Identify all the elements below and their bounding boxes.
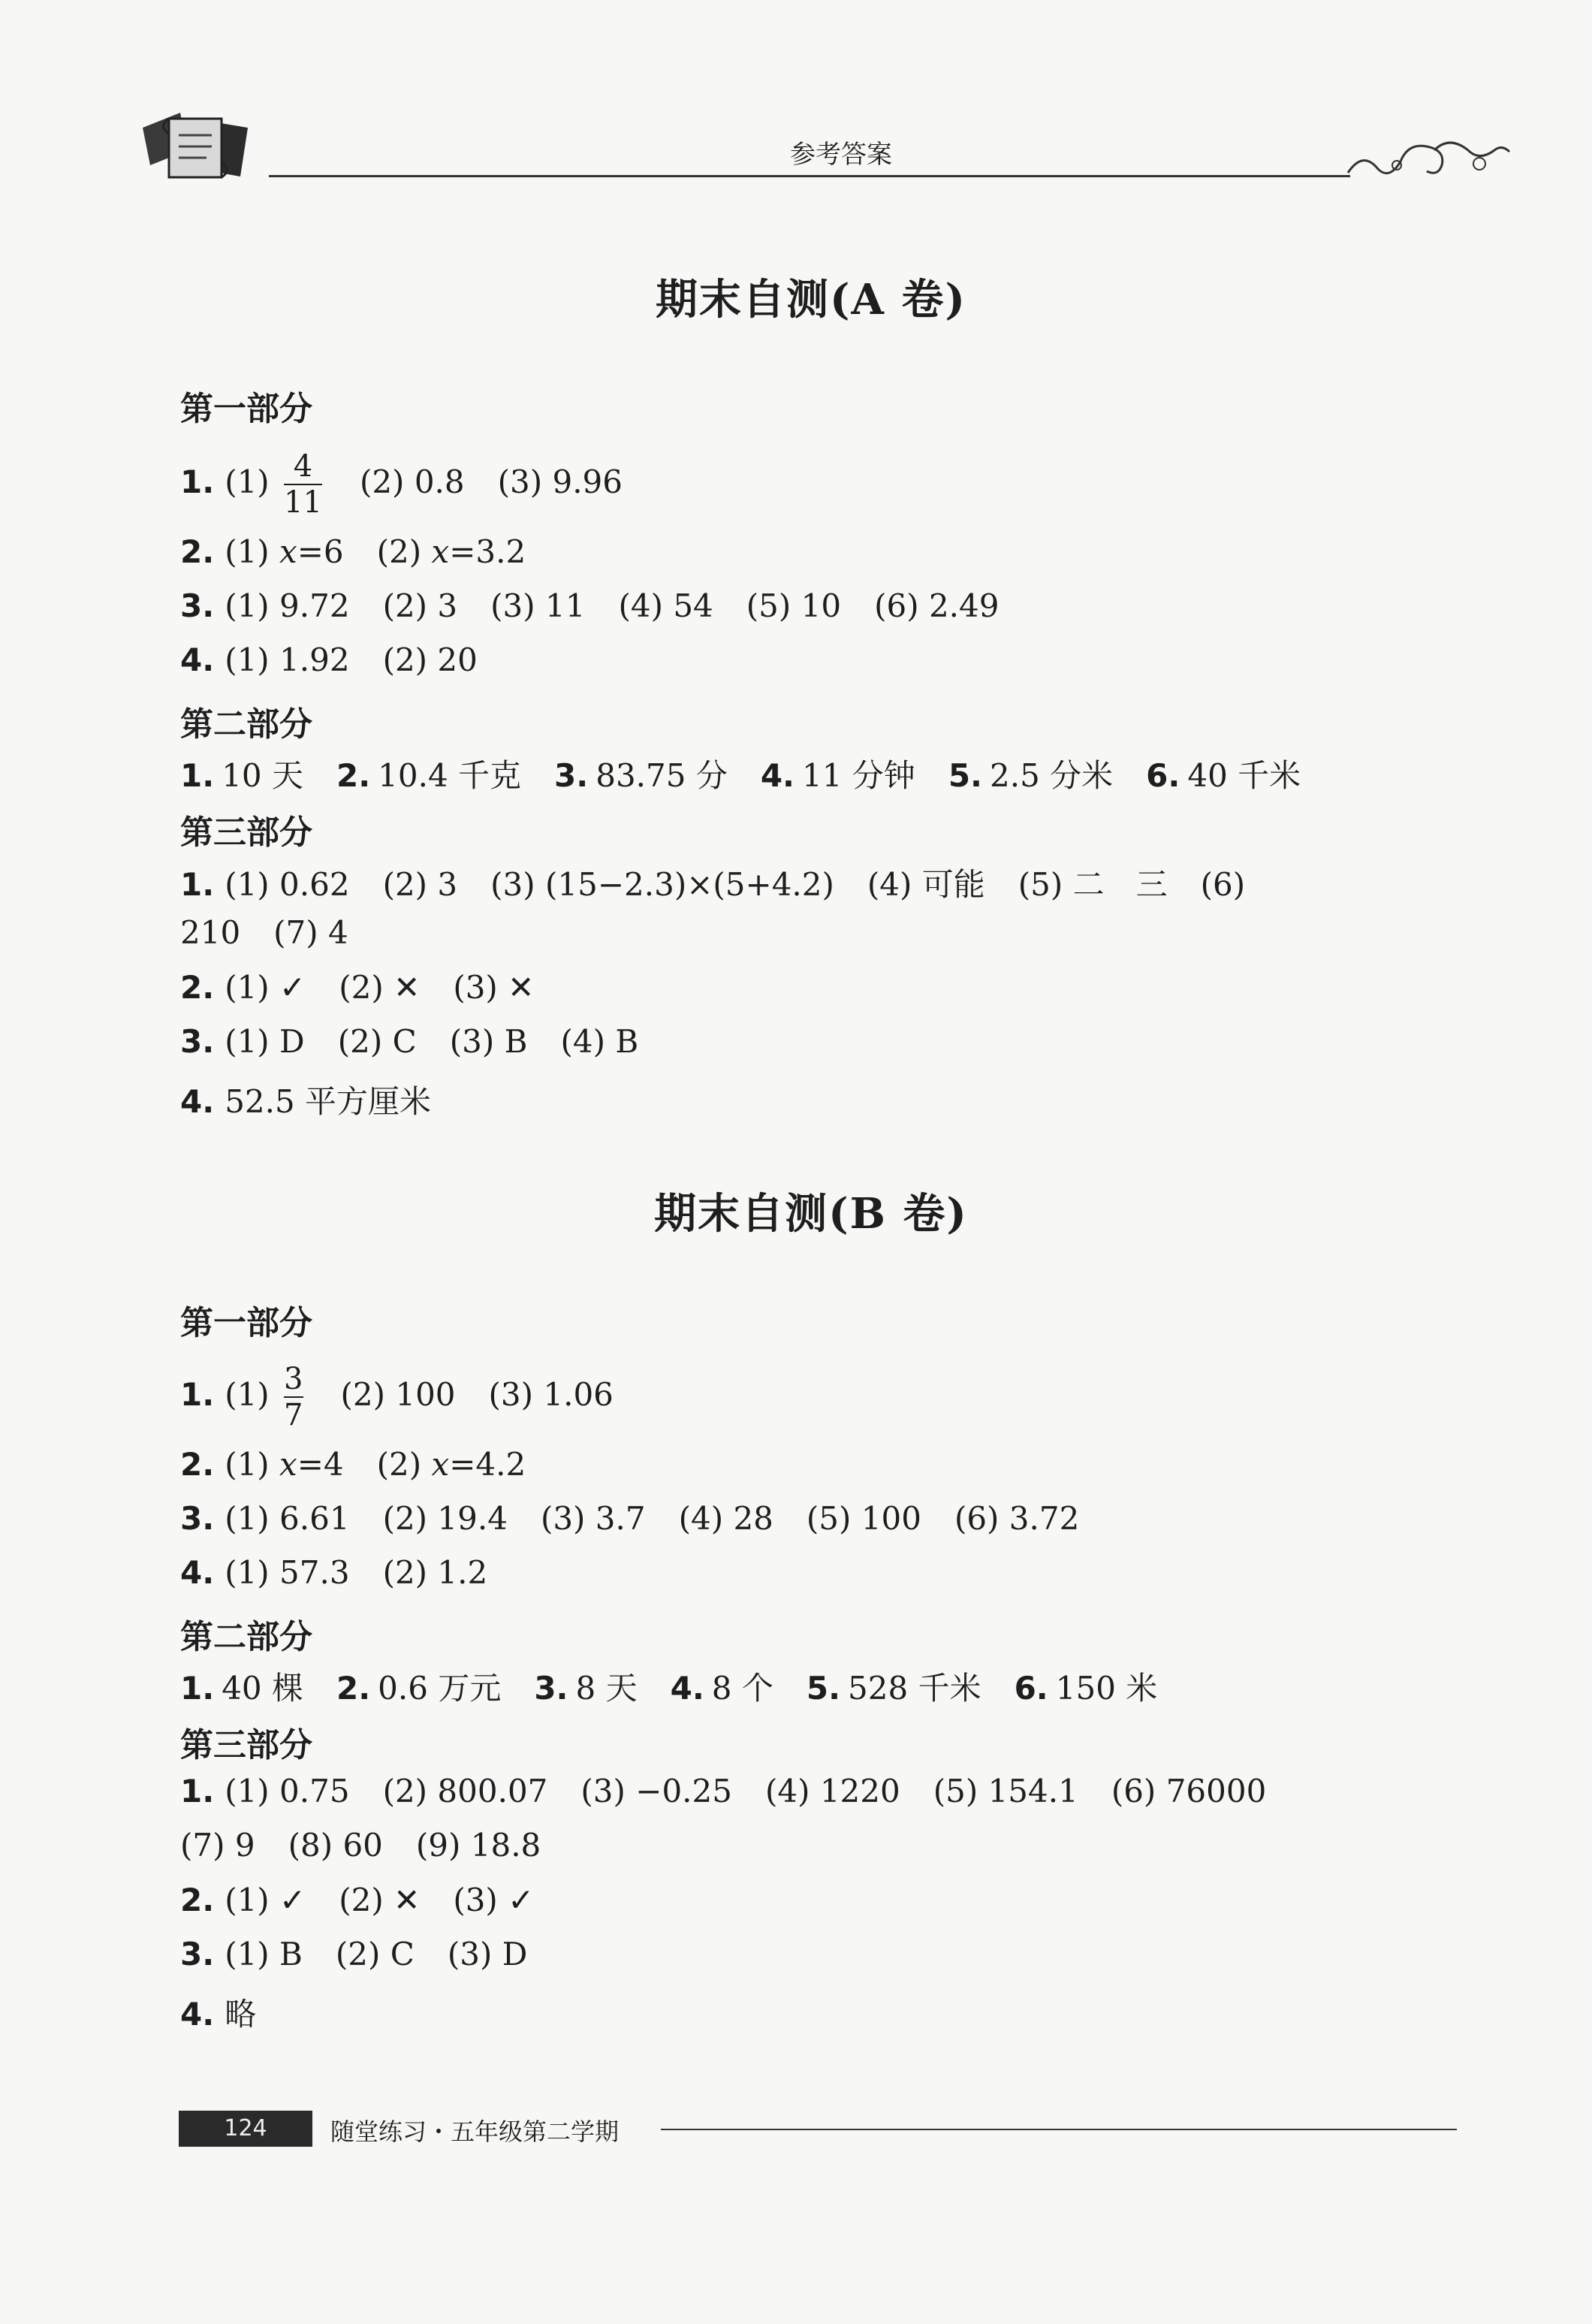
part-heading: 第三部分 bbox=[180, 1726, 312, 1764]
answer-value: 3.72 bbox=[1009, 1500, 1080, 1537]
answer-value: 0.75 bbox=[279, 1773, 350, 1809]
answer-line bbox=[180, 1077, 431, 1122]
sub-question-tag: (2) bbox=[382, 1554, 428, 1591]
sub-question-tag: (1) bbox=[225, 969, 270, 1006]
question-number: 4. bbox=[180, 1554, 215, 1591]
answer-line bbox=[180, 751, 1301, 796]
section-title-a: 期末自测(A 卷) bbox=[656, 275, 966, 324]
fraction bbox=[284, 1363, 303, 1431]
answer-item bbox=[807, 1670, 981, 1707]
question-number: 3. bbox=[180, 1023, 215, 1060]
answer-value: 19.4 bbox=[437, 1500, 508, 1537]
answer-line bbox=[180, 1023, 638, 1060]
sub-question-tag: (2) bbox=[382, 1500, 428, 1537]
sub-question-tag: (6) bbox=[1111, 1773, 1156, 1809]
answer-value: 0.62 bbox=[279, 866, 350, 903]
answer-value: 9 bbox=[234, 1827, 255, 1864]
answer-item bbox=[225, 1083, 431, 1120]
answer-value: 2.49 bbox=[928, 587, 1000, 624]
answer-item bbox=[1111, 1773, 1266, 1809]
answer-value: 150 米 bbox=[1055, 1670, 1158, 1707]
answer-item bbox=[618, 587, 713, 624]
fraction-denominator: 11 bbox=[284, 485, 322, 520]
sub-question-tag: (3) bbox=[453, 969, 498, 1006]
answer-item bbox=[180, 1827, 255, 1864]
sub-question-tag: (1) bbox=[225, 641, 270, 678]
sub-question-tag: (1) bbox=[225, 1773, 270, 1809]
header-label: 参考答案 bbox=[790, 140, 892, 170]
sub-question-tag: (2) bbox=[359, 463, 405, 500]
flourish-ornament-icon bbox=[1344, 135, 1517, 188]
question-number: 4. bbox=[670, 1670, 704, 1707]
answer-item bbox=[679, 1500, 773, 1537]
answer-value: 略 bbox=[225, 1996, 257, 2033]
sub-question-tag: (2) bbox=[335, 1936, 381, 1972]
answer-item bbox=[580, 1773, 732, 1809]
answer-item bbox=[225, 1554, 349, 1591]
sub-question-tag: (3) bbox=[497, 463, 543, 500]
answer-item bbox=[383, 866, 458, 903]
answer-item bbox=[1015, 1670, 1158, 1707]
answer-value: D bbox=[279, 1023, 305, 1060]
answer-line bbox=[180, 1664, 1157, 1709]
sub-question-tag: (3) bbox=[540, 1500, 586, 1537]
part-heading: 第二部分 bbox=[180, 705, 312, 744]
answer-value: −0.25 bbox=[635, 1773, 732, 1809]
sub-question-tag: (1) bbox=[225, 533, 270, 570]
sub-question-tag: (4) bbox=[678, 1500, 724, 1537]
question-number: 3. bbox=[180, 1500, 215, 1537]
answer-value: 10 bbox=[801, 587, 842, 624]
answer-item bbox=[339, 1882, 420, 1918]
answer-item bbox=[225, 1996, 256, 2033]
answer-value: 52.5 平方厘米 bbox=[225, 1083, 432, 1120]
answer-value: 18.8 bbox=[470, 1827, 541, 1864]
answer-item bbox=[225, 641, 349, 678]
answer-item bbox=[450, 1023, 528, 1060]
answer-item bbox=[383, 587, 458, 624]
question-number: 2. bbox=[336, 1670, 371, 1707]
answer-line bbox=[180, 1446, 526, 1483]
answer-value: 0.6 万元 bbox=[378, 1670, 502, 1707]
answer-item bbox=[1018, 866, 1168, 903]
answer-item bbox=[338, 1023, 417, 1060]
answer-line bbox=[180, 587, 999, 624]
part-heading: 第二部分 bbox=[180, 1618, 312, 1656]
sub-question-tag: (2) bbox=[376, 1446, 422, 1483]
question-number: 2. bbox=[336, 757, 371, 794]
sub-question-tag: (2) bbox=[339, 969, 384, 1006]
answer-value: ✓ bbox=[508, 1882, 535, 1918]
question-number: 2. bbox=[180, 533, 215, 570]
answer-item bbox=[490, 587, 585, 624]
answer-value: 154.1 bbox=[987, 1773, 1078, 1809]
answer-value: 40 千米 bbox=[1187, 757, 1301, 794]
answer-value: 二 三 bbox=[1072, 866, 1168, 903]
answer-item bbox=[288, 1827, 383, 1864]
sub-question-tag: (3) bbox=[580, 1773, 626, 1809]
answer-item bbox=[948, 757, 1113, 794]
answer-value: 10 天 bbox=[222, 757, 303, 794]
answer-value: 0.8 bbox=[414, 463, 465, 500]
question-number: 1. bbox=[180, 1376, 215, 1413]
answer-item bbox=[225, 1500, 349, 1537]
answer-line bbox=[180, 1936, 527, 1972]
answer-value: ✕ bbox=[393, 969, 421, 1006]
answer-value: 28 bbox=[733, 1500, 773, 1537]
question-number: 4. bbox=[180, 641, 215, 678]
question-number: 1. bbox=[180, 866, 215, 903]
answer-value: 3.7 bbox=[595, 1500, 646, 1537]
answer-item bbox=[360, 463, 465, 500]
answer-value: C bbox=[390, 1936, 415, 1972]
fraction-denominator: 7 bbox=[284, 1398, 303, 1432]
question-number: 2. bbox=[180, 1882, 215, 1918]
answer-item bbox=[377, 533, 526, 570]
sub-question-tag: (2) bbox=[337, 1023, 383, 1060]
answer-item bbox=[225, 969, 306, 1006]
sub-question-tag: (1) bbox=[225, 1554, 270, 1591]
question-number: 1. bbox=[180, 1773, 215, 1809]
answer-value: 83.75 分 bbox=[595, 757, 728, 794]
answer-value: 54 bbox=[673, 587, 713, 624]
answer-value: 60 bbox=[342, 1827, 383, 1864]
sub-question-tag: (5) bbox=[933, 1773, 978, 1809]
answer-item bbox=[225, 1362, 307, 1432]
sub-question-tag: (6) bbox=[954, 1500, 1000, 1537]
answer-line bbox=[180, 1363, 614, 1431]
sub-question-tag: (1) bbox=[225, 1936, 270, 1972]
question-number: 4. bbox=[180, 1996, 215, 2033]
answer-item bbox=[448, 1936, 528, 1972]
answer-item bbox=[1201, 866, 1246, 903]
answer-item bbox=[761, 757, 915, 794]
answer-item bbox=[225, 866, 349, 903]
variable: x bbox=[431, 1446, 450, 1483]
answer-item bbox=[273, 914, 348, 951]
question-number: 6. bbox=[1014, 1670, 1048, 1707]
answer-value: ✓ bbox=[279, 1882, 306, 1918]
sub-question-tag: (2) bbox=[340, 1376, 385, 1413]
answer-item bbox=[225, 533, 343, 570]
answer-value: (15−2.3)×(5+4.2) bbox=[545, 866, 834, 903]
answer-item bbox=[225, 1773, 349, 1809]
answer-value: 40 棵 bbox=[222, 1670, 303, 1707]
fraction bbox=[284, 451, 322, 518]
sub-question-tag: (2) bbox=[376, 533, 422, 570]
question-number: 6. bbox=[1146, 757, 1180, 794]
answer-value: 528 千米 bbox=[848, 1670, 981, 1707]
sub-question-tag: (4) bbox=[618, 587, 663, 624]
answer-value: 8 天 bbox=[575, 1670, 638, 1707]
answer-line bbox=[180, 1554, 487, 1591]
footer-rule bbox=[661, 2129, 1457, 2130]
variable: x bbox=[279, 1446, 297, 1483]
answer-item bbox=[225, 1936, 303, 1972]
answer-value: B bbox=[615, 1023, 639, 1060]
answer-item bbox=[225, 1023, 305, 1060]
sub-question-tag: (5) bbox=[746, 587, 791, 624]
sub-question-tag: (1) bbox=[225, 1446, 270, 1483]
answer-item bbox=[560, 1023, 638, 1060]
answer-value: 3 bbox=[437, 866, 458, 903]
answer-value: D bbox=[502, 1936, 528, 1972]
answer-value: =4.2 bbox=[449, 1446, 526, 1483]
question-number: 4. bbox=[180, 1083, 215, 1120]
answer-item bbox=[534, 1670, 637, 1707]
answer-value: =3.2 bbox=[449, 533, 526, 570]
sub-question-tag: (1) bbox=[225, 587, 270, 624]
question-number: 5. bbox=[806, 1670, 841, 1707]
answer-item bbox=[225, 1882, 306, 1918]
answer-value: 9.96 bbox=[552, 463, 623, 500]
answer-value: 11 分钟 bbox=[802, 757, 915, 794]
sub-question-tag: (2) bbox=[382, 1773, 428, 1809]
answer-line bbox=[180, 1990, 256, 2035]
answer-value: 1220 bbox=[819, 1773, 900, 1809]
answer-item bbox=[453, 1882, 534, 1918]
question-number: 1. bbox=[180, 463, 215, 500]
answer-item bbox=[180, 914, 240, 951]
answer-value: 1.06 bbox=[543, 1376, 614, 1413]
answer-value: 10.4 千克 bbox=[378, 757, 522, 794]
answer-item bbox=[867, 866, 985, 903]
answer-value: 1.92 bbox=[279, 641, 350, 678]
book-title: 随堂练习・五年级第二学期 bbox=[330, 2117, 620, 2146]
answer-item bbox=[489, 1376, 614, 1413]
sub-question-tag: (4) bbox=[867, 866, 912, 903]
answer-value: 100 bbox=[395, 1376, 456, 1413]
sub-question-tag: (7) bbox=[180, 1827, 225, 1864]
answer-item bbox=[180, 757, 303, 794]
answer-line bbox=[180, 1882, 534, 1918]
part-heading: 第一部分 bbox=[180, 390, 312, 428]
sub-question-tag: (3) bbox=[453, 1882, 498, 1918]
answer-item bbox=[377, 1446, 526, 1483]
sub-question-tag: (1) bbox=[225, 1376, 270, 1413]
answer-item bbox=[225, 587, 349, 624]
answer-value: 100 bbox=[861, 1500, 921, 1537]
sub-question-tag: (4) bbox=[764, 1773, 810, 1809]
answer-item bbox=[383, 641, 478, 678]
answer-item bbox=[336, 1670, 501, 1707]
answer-line bbox=[180, 1500, 1079, 1537]
answer-item bbox=[541, 1500, 646, 1537]
answer-value: B bbox=[279, 1936, 303, 1972]
sub-question-tag: (2) bbox=[382, 866, 428, 903]
answer-line bbox=[180, 1827, 541, 1864]
sub-question-tag: (2) bbox=[382, 641, 428, 678]
answer-value: ✓ bbox=[279, 969, 306, 1006]
part-heading: 第三部分 bbox=[180, 813, 312, 852]
question-number: 3. bbox=[534, 1670, 568, 1707]
sub-question-tag: (1) bbox=[225, 1882, 270, 1918]
answer-value: C bbox=[392, 1023, 417, 1060]
answer-item bbox=[383, 1554, 488, 1591]
answer-item bbox=[339, 969, 420, 1006]
answer-item bbox=[341, 1376, 456, 1413]
answer-item bbox=[225, 1446, 343, 1483]
answer-value: 76000 bbox=[1165, 1773, 1267, 1809]
answer-item bbox=[671, 1670, 773, 1707]
answer-value: 57.3 bbox=[279, 1554, 350, 1591]
answer-value: 20 bbox=[437, 641, 478, 678]
answer-item bbox=[336, 757, 521, 794]
sub-question-tag: (3) bbox=[490, 587, 535, 624]
sub-question-tag: (5) bbox=[1018, 866, 1063, 903]
answer-line bbox=[180, 860, 1245, 905]
page-number: 124 bbox=[224, 2115, 267, 2141]
answer-value: 2.5 分米 bbox=[990, 757, 1114, 794]
answer-item bbox=[746, 587, 841, 624]
sub-question-tag: (6) bbox=[1200, 866, 1246, 903]
answer-value: 9.72 bbox=[279, 587, 350, 624]
answer-value: 6.61 bbox=[279, 1500, 350, 1537]
sub-question-tag: (2) bbox=[339, 1882, 384, 1918]
sub-question-tag: (3) bbox=[490, 866, 535, 903]
answer-value: 可能 bbox=[921, 866, 985, 903]
question-number: 1. bbox=[180, 757, 215, 794]
answer-item bbox=[1146, 757, 1301, 794]
answer-item bbox=[383, 1773, 548, 1809]
sub-question-tag: (2) bbox=[382, 587, 428, 624]
sub-question-tag: (1) bbox=[225, 1500, 270, 1537]
answer-line bbox=[180, 969, 534, 1006]
answer-value: 11 bbox=[545, 587, 586, 624]
answer-item bbox=[225, 449, 327, 520]
variable: x bbox=[431, 533, 450, 570]
answer-item bbox=[954, 1500, 1079, 1537]
answer-item bbox=[336, 1936, 415, 1972]
question-number: 3. bbox=[554, 757, 589, 794]
answer-item bbox=[490, 866, 834, 903]
fraction-numerator: 4 bbox=[293, 449, 313, 484]
part-heading: 第一部分 bbox=[180, 1304, 312, 1342]
answer-item bbox=[933, 1773, 1078, 1809]
sub-question-tag: (3) bbox=[449, 1023, 495, 1060]
sub-question-tag: (7) bbox=[273, 914, 318, 951]
question-number: 3. bbox=[180, 1936, 215, 1972]
answer-line bbox=[180, 914, 348, 951]
sub-question-tag: (9) bbox=[415, 1827, 461, 1864]
answer-value: B bbox=[504, 1023, 528, 1060]
fraction-numerator: 3 bbox=[284, 1362, 303, 1396]
sub-question-tag: (1) bbox=[225, 866, 270, 903]
answer-item bbox=[180, 1670, 303, 1707]
answer-value: 800.07 bbox=[437, 1773, 548, 1809]
answer-value: 8 个 bbox=[711, 1670, 773, 1707]
answer-value: 1.2 bbox=[437, 1554, 488, 1591]
question-number: 3. bbox=[180, 587, 215, 624]
variable: x bbox=[279, 533, 297, 570]
question-number: 2. bbox=[180, 1446, 215, 1483]
question-number: 5. bbox=[948, 757, 982, 794]
answer-item bbox=[765, 1773, 900, 1809]
section-title-b: 期末自测(B 卷) bbox=[654, 1189, 968, 1239]
answer-item bbox=[416, 1827, 541, 1864]
sub-question-tag: (4) bbox=[560, 1023, 605, 1060]
question-number: 2. bbox=[180, 969, 215, 1006]
answer-item bbox=[383, 1500, 508, 1537]
answer-item bbox=[807, 1500, 921, 1537]
sub-question-tag: (3) bbox=[447, 1936, 493, 1972]
sub-question-tag: (8) bbox=[288, 1827, 333, 1864]
sub-question-tag: (3) bbox=[488, 1376, 534, 1413]
answer-value: =6 bbox=[297, 533, 344, 570]
sub-question-tag: (1) bbox=[225, 1023, 270, 1060]
answer-item bbox=[498, 463, 623, 500]
answer-line bbox=[180, 641, 478, 678]
answer-item bbox=[453, 969, 534, 1006]
answer-item bbox=[554, 757, 728, 794]
answer-value: ✕ bbox=[508, 969, 535, 1006]
answer-line bbox=[180, 533, 526, 570]
question-number: 1. bbox=[180, 1670, 215, 1707]
answer-value: 3 bbox=[437, 587, 458, 624]
answer-line bbox=[180, 451, 623, 518]
answer-value: 4 bbox=[328, 914, 348, 951]
answer-line bbox=[180, 1773, 1266, 1809]
header-rule bbox=[269, 175, 1350, 177]
answer-value: =4 bbox=[297, 1446, 344, 1483]
answer-value: 210 bbox=[180, 914, 241, 951]
answer-item bbox=[874, 587, 999, 624]
sub-question-tag: (1) bbox=[225, 463, 270, 500]
sub-question-tag: (5) bbox=[806, 1500, 852, 1537]
sub-question-tag: (6) bbox=[874, 587, 919, 624]
question-number: 4. bbox=[760, 757, 795, 794]
answer-value: ✕ bbox=[393, 1882, 421, 1918]
